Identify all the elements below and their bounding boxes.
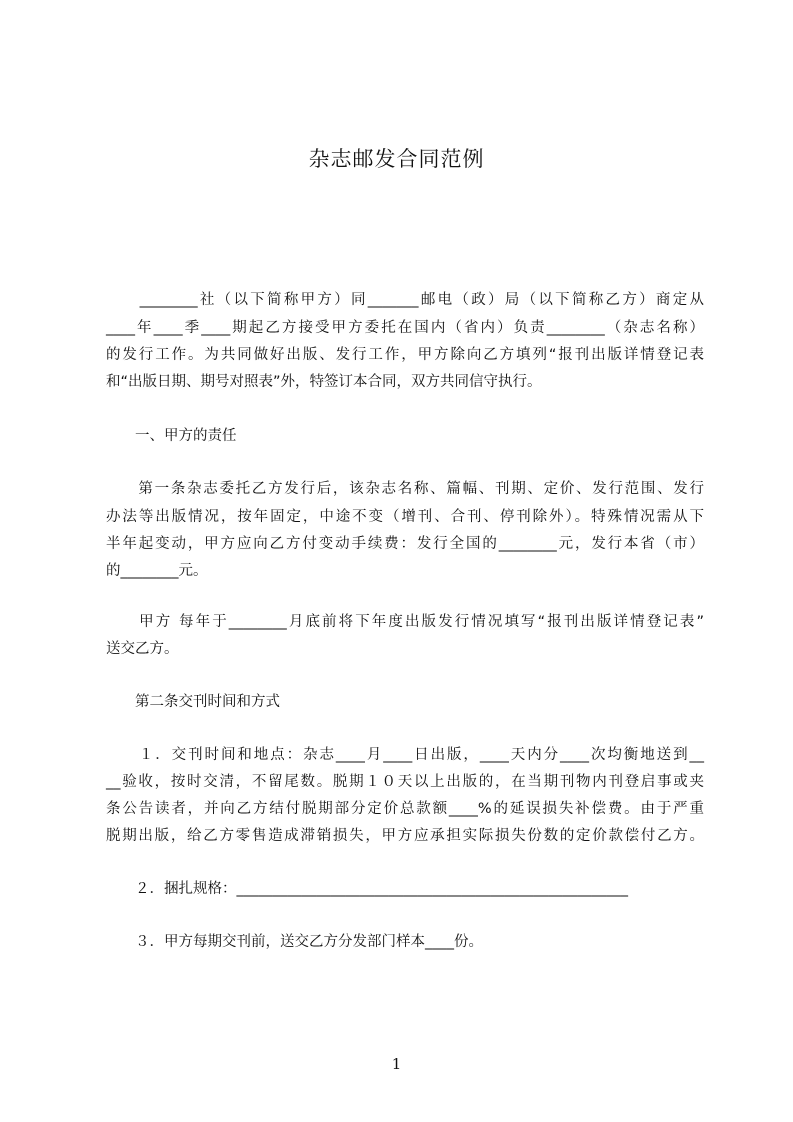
document-title: 杂志邮发合同范例 — [308, 147, 485, 171]
article1-line-3: 半年起变动，甲方应向乙方付变动手续费：发行全国的________元，发行本省（市） — [106, 536, 704, 552]
article2-item2: ２．捆扎规格：______________________________________________________ — [106, 881, 628, 897]
article1-p2-line-1: 甲方 每年于________月底前将下年度出版发行情况填写“报刊出版详情登记表” — [106, 614, 704, 630]
article2-item3: ３．甲方每期交刊前，送交乙方分发部门样本____份。 — [106, 934, 483, 950]
page-number: 1 — [391, 1055, 402, 1073]
intro-line-3: 的发行工作。为共同做好出版、发行工作，甲方除向乙方填列“报刊出版详情登记表 — [106, 347, 704, 363]
intro-line-2: ____年____季____期起乙方接受甲方委托在国内（省内）负责________（杂志名称） — [106, 320, 704, 336]
article2-item1-line-2: __验收，按时交清，不留尾数。脱期１０天以上出版的，在当期刊物内刊登启事或夹 — [106, 774, 704, 790]
article2-item1-line-1: １．交刊时间和地点：杂志____月____日出版，____天内分____次均衡地送到__ — [106, 747, 704, 763]
article1-line-1: 第一条杂志委托乙方发行后，该杂志名称、篇幅、刊期、定价、发行范围、发行 — [106, 481, 704, 497]
article1-line-2: 办法等出版情况，按年固定，中途不变（增刊、合刊、停刊除外）。特殊情况需从下 — [106, 509, 704, 525]
intro-line-4: 和“出版日期、期号对照表”外，特签订本合同，双方共同信守执行。 — [106, 374, 542, 390]
article1-p2-line-2: 送交乙方。 — [106, 641, 179, 657]
article2-item1-line-4: 脱期出版，给乙方零售造成滞销损失，甲方应承担实际损失份数的定价款偿付乙方。 — [106, 828, 704, 844]
intro-line-1: ________社（以下简称甲方）同_______邮电（政）局（以下简称乙方）商定从 — [106, 292, 704, 308]
article2-heading: 第二条交刊时间和方式 — [106, 694, 280, 710]
article1-line-4: 的________元。 — [106, 563, 208, 579]
article2-item1-line-3: 条公告读者，并向乙方结付脱期部分定价总款额____%的延误损失补偿费。由于严重 — [106, 801, 704, 817]
section-heading-party-a: 一、甲方的责任 — [106, 428, 237, 444]
